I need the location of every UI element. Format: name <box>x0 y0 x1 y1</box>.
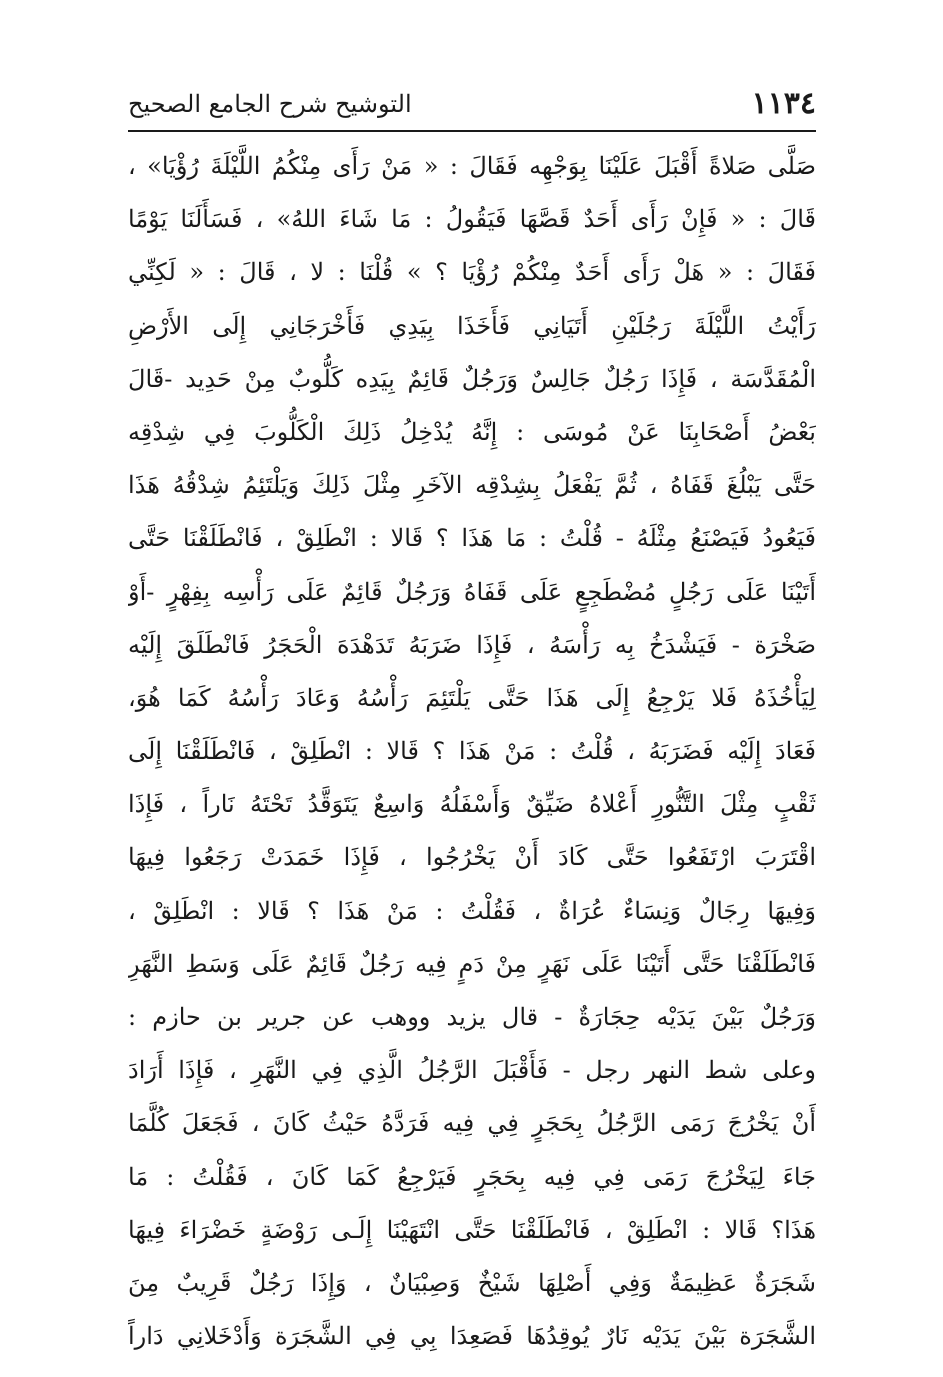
text-line: أَتَيْنَا عَلَى رَجُلٍ مُضْطَجِعٍ عَلَى قَفَاهُ وَرَجُلٌ قَائِمٌ عَلَى رَأْسِه بِفِهْرٍ -أَوْ <box>128 577 816 606</box>
text-line: رَأَيْتُ اللَّيْلَةَ رَجُلَيْنِ أَتَيَانِي فَأَخَذَا بِيَدِي فَأَخْرَجَانِي إِلَى الأَرْضِ <box>128 311 816 340</box>
text-line: فَيَعُودُ فَيَصْنَعُ مِثْلَهُ - قُلْتُ : مَا هَذَا ؟ قَالا : انْطَلِقْ ، فَانْطَلَقْنَا حَتَّى <box>128 524 816 553</box>
page-number: ١١٣٤ <box>751 86 816 121</box>
header-rule <box>128 130 816 132</box>
text-line: صَخْرَة - فَيَشْدَخُ بِه رَأْسَهُ ، فَإِذَا ضَرَبَهُ تَدَهْدَهَ الْحَجَرُ فَانْطَلَقَ إِلَيْه <box>128 630 816 659</box>
page-header <box>128 84 816 128</box>
text-line: اقْتَرَبَ ارْتَفَعُوا حَتَّى كَادَ أَنْ يَخْرُجُوا ، فَإِذَا خَمَدَتْ رَجَعُوا فِيهَا <box>128 843 816 872</box>
text-line: شَجَرَةٌ عَظِيمَةٌ وَفِي أَصْلِهَا شَيْخٌ وَصِبْيَانٌ ، وَإِذَا رَجُلٌ قَرِيبٌ مِنَ <box>128 1268 816 1297</box>
text-line: الْمُقَدَّسَة ، فَإِذَا رَجُلٌ جَالِسٌ وَرَجُلٌ قَائِمٌ بِيَدِه كَلُّوبٌ مِنْ حَدِيد -قَالَ <box>128 364 816 393</box>
text-line: أَنْ يَخْرُجَ رَمَى الرَّجُلُ بِحَجَرٍ فِي فِيه فَرَدَّهُ حَيْثُ كَانَ ، فَجَعَلَ كُلَّمَا <box>128 1109 816 1138</box>
text-line: الشَّجَرَة بَيْنَ يَدَيْه نَارٌ يُوقِدُهَا فَصَعِدَا بِي فِي الشَّجَرَة وَأَدْخَلانِي دَاراً <box>128 1322 816 1351</box>
body-text <box>128 140 816 1363</box>
text-line: لِيَأْخُذَهُ فَلا يَرْجِعُ إِلَى هَذَا حَتَّى يَلْتَئِمَ رَأْسُهُ وَعَادَ رَأْسُهُ كَمَا هُوَ، <box>128 683 816 712</box>
running-title: التوشيح شرح الجامع الصحيح <box>128 90 412 118</box>
text-line: فَقَالَ : « هَلْ رَأَى أَحَدٌ مِنْكُمْ رُؤْيَا ؟ » قُلْنَا : لا ، قَالَ : « لَكِنِّي <box>128 258 816 287</box>
text-line: وَرَجُلٌ بَيْنَ يَدَيْه حِجَارَةٌ - قال يزيد ووهب عن جرير بن حازم : <box>128 1003 816 1031</box>
text-line: حَتَّى يَبْلُغَ قَفَاهُ ، ثُمَّ يَفْعَلُ بِشِدْقِه الآخَرِ مِثْلَ ذَلِكَ وَيَلْتَئِمُ شِدْقُهُ هَذَا <box>128 471 816 500</box>
text-line: فَانْطَلَقْنَا حَتَّى أَتَيْنَا عَلَى نَهَرٍ مِنْ دَمٍ فِيه رَجُلٌ قَائِمٌ عَلَى وَسَطِ النَّهَرِ <box>128 949 816 978</box>
text-line: هَذَا؟ قَالا : انْطَلِقْ ، فَانْطَلَقْنَا حَتَّى انْتَهَيْنَا إِلَـى رَوْضَةٍ خَضْرَاءَ فِيهَا <box>128 1215 816 1244</box>
text-line: فَعَادَ إِلَيْه فَضَرَبَهُ ، قُلْتُ : مَنْ هَذَا ؟ قَالا : انْطَلِقْ ، فَانْطَلَقْنَا إِلَى <box>128 737 816 766</box>
text-line: ثَقْبٍ مِثْلَ التَّنُّورِ أَعْلاهُ ضَيِّقٌ وَأَسْفَلُهُ وَاسِعٌ يَتَوَقَّدُ تَحْتَهُ نَاراً ، فَإِذَا <box>128 790 816 819</box>
text-line: وعلى شط النهر رجل - فَأَقْبَلَ الرَّجُلُ الَّذِي فِي النَّهَرِ ، فَإِذَا أَرَادَ <box>128 1056 816 1085</box>
text-line: وَفِيهَا رِجَالٌ وَنِسَاءٌ عُرَاةٌ ، فَقُلْتُ : مَنْ هَذَا ؟ قَالا : انْطَلِقْ ، <box>128 896 816 925</box>
text-line: صَلَّى صَلاةً أَقْبَلَ عَلَيْنَا بِوَجْهِه فَقَالَ : « مَنْ رَأَى مِنْكُمُ اللَّيْلَةَ رُؤْيَا» ، <box>128 152 816 180</box>
text-line: قَالَ : « فَإِنْ رَأَى أَحَدٌ قَصَّهَا فَيَقُولُ : مَا شَاءَ اللهُ» ، فَسَأَلَنَا يَوْمًا <box>128 205 816 234</box>
text-line: بَعْضُ أَصْحَابِنَا عَنْ مُوسَى : إِنَّهُ يُدْخِلُ ذَلِكَ الْكَلُّوبَ فِي شِدْقِه <box>128 417 816 446</box>
text-line: جَاءَ لِيَخْرُجَ رَمَى فِي فِيه بِحَجَرٍ فَيَرْجِعُ كَمَا كَانَ ، فَقُلْتُ : مَا <box>128 1162 816 1191</box>
